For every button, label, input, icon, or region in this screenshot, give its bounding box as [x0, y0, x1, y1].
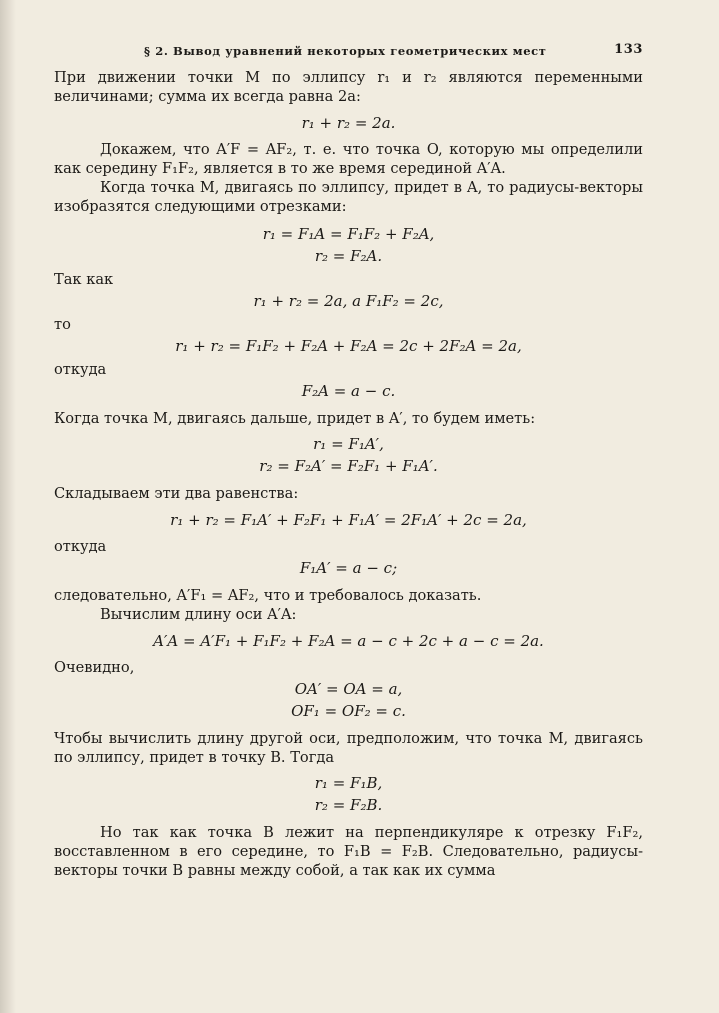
formula-8: r₂ = F₂A′ = F₂F₁ + F₁A′. — [259, 457, 438, 475]
label-ochevidno: Очевидно, — [54, 659, 135, 676]
paragraph-1: При движении точки М по эллипсу r₁ и r₂ являются переменными величинами; сумма их всегда равна 2a: — [54, 69, 643, 105]
paragraph-5: Складываем эти два равенства: — [54, 485, 299, 502]
formula-13: OF₁ = OF₂ = c. — [291, 702, 406, 720]
label-to: то — [54, 316, 71, 333]
label-tak-kak: Так как — [54, 271, 114, 288]
paragraph-6: следовательно, A′F₁ = AF₂, что и требовалось доказать. — [54, 587, 482, 604]
formula-7: r₁ = F₁A′, — [313, 435, 384, 453]
paragraph-3: Когда точка М, двигаясь по эллипсу, придет в A, то радиусы-векторы изобразятся следующими отрезками: — [54, 179, 643, 215]
page-number: 133 — [614, 42, 643, 57]
formula-15: r₂ = F₂B. — [314, 796, 383, 814]
paragraph-8: Чтобы вычислить длину другой оси, предположим, что точка М, двигаясь по эллипсу, придет в точку B. Тогда — [54, 730, 643, 766]
running-head — [54, 42, 643, 68]
paragraph-7: Вычислим длину оси A′A: — [100, 606, 297, 623]
formula-14: r₁ = F₁B, — [314, 774, 383, 792]
formula-12: OA′ = OA = a, — [294, 680, 403, 698]
formula-11: A′A = A′F₁ + F₁F₂ + F₂A = a − c + 2c + a − c = 2a. — [153, 632, 544, 650]
formula-9: r₁ + r₂ = F₁A′ + F₂F₁ + F₁A′ = 2F₁A′ + 2c = 2a, — [170, 511, 527, 529]
section-title: § 2. Вывод уравнений некоторых геометрических мест — [144, 44, 547, 58]
formula-3: r₂ = F₂A. — [314, 247, 383, 265]
paragraph-9: Но так как точка B лежит на перпендикуляре к отрезку F₁F₂, восставленном в его середине, то F₁B = F₂B. Следовательно, радиусы-векторы точки B равны между собой, а так как их сумма — [54, 824, 643, 879]
paragraph-2: Докажем, что A′F = AF₂, т. е. что точка O, которую мы определили как середину F₁F₂, является в то же время серединой A′A. — [54, 141, 643, 177]
label-otkuda-1: откуда — [54, 361, 107, 378]
label-otkuda-2: откуда — [54, 538, 107, 555]
paragraph-4: Когда точка М, двигаясь дальше, придет в A′, то будем иметь: — [54, 410, 536, 427]
formula-4: r₁ + r₂ = 2a, а F₁F₂ = 2c, — [253, 292, 444, 310]
formula-1: r₁ + r₂ = 2a. — [301, 114, 396, 132]
formula-10: F₁A′ = a − c; — [299, 559, 398, 577]
formula-5: r₁ + r₂ = F₁F₂ + F₂A + F₂A = 2c + 2F₂A = 2a, — [175, 337, 522, 355]
formula-6: F₂A = a − c. — [301, 382, 396, 400]
formula-2: r₁ = F₁A = F₁F₂ + F₂A, — [262, 225, 435, 243]
